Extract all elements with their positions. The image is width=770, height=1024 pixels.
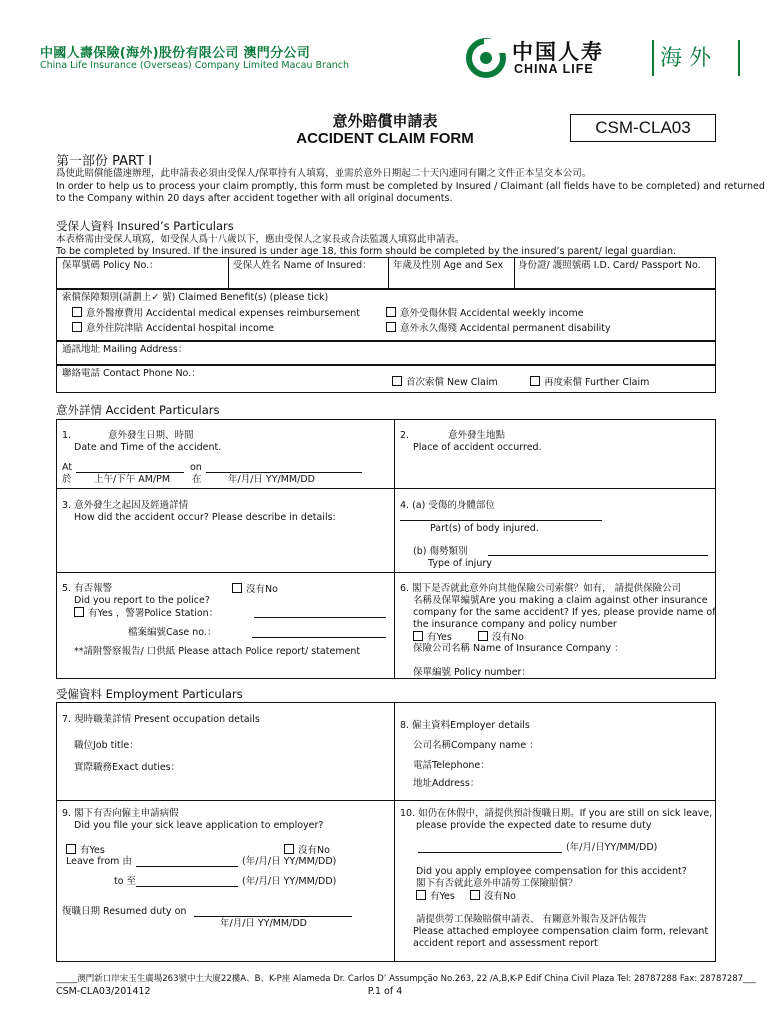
expected-resume-date-input[interactable] — [418, 852, 562, 853]
intro-cn: 爲使此賠償能儘速辦理，此申請表必須由受保人/保單持有人填寫，並需於意外日期起二十天內連同有關之文件正本呈交本公司。 — [56, 168, 592, 179]
q3-label-en[interactable]: How did the accident occur? Please describe in details: — [74, 512, 336, 523]
q4a-label-en: Part(s) of body injured. — [430, 523, 539, 534]
q2-label-en[interactable]: Place of accident occurred. — [413, 442, 542, 453]
other-claim-no-checkbox[interactable] — [478, 631, 488, 641]
case-number-input[interactable] — [252, 637, 386, 638]
resumed-duty-input[interactable] — [194, 916, 352, 917]
q1-label-en: Date and Time of the accident. — [74, 442, 222, 453]
logo-text-en: CHINA LIFE — [514, 62, 594, 76]
q6-line3: company for the same accident? If yes, please provide name of — [413, 607, 716, 618]
q1-label-cn: 意外發生日期、時間 — [108, 430, 194, 441]
page-number: P.1 of 4 — [367, 986, 403, 997]
q1-on: on — [190, 462, 202, 473]
q3-label-cn: 3. 意外發生之起因及經過詳情 — [62, 500, 189, 511]
q1-date-format: 年/月/日 YY/MM/DD — [228, 474, 315, 485]
q10-date-format: (年/月/日YY/MM/DD) — [566, 842, 658, 853]
new-claim-checkbox[interactable] — [392, 376, 402, 386]
age-sex-field[interactable]: 年歲及性別 Age and Sex — [393, 260, 504, 271]
q6-line4: the insurance company and policy number — [413, 619, 617, 630]
leave-from-format: (年/月/日 YY/MM/DD) — [242, 856, 337, 867]
logo-divider — [652, 40, 654, 76]
contact-phone-field[interactable]: 聯絡電話 Contact Phone No.： — [62, 368, 201, 379]
q10-attach-cn: 請提供勞工保險賠償申請表、 有關意外報告及評估報告 — [416, 914, 648, 925]
q1-ampm: 上午/下午 AM/PM — [94, 474, 171, 485]
resumed-duty-format: 年/月/日 YY/MM/DD — [220, 918, 307, 929]
benefit-medical-checkbox[interactable] — [72, 307, 82, 317]
q10-compensation-cn: 閣下有否就此意外申請勞工保險賠償？ — [416, 878, 578, 889]
form-title-en: ACCIDENT CLAIM FORM — [296, 130, 474, 147]
q9-label-en: Did you file your sick leave application to employer? — [74, 820, 324, 831]
id-passport-field[interactable]: 身份證/ 護照號碼 I.D. Card/ Passport No. — [518, 260, 701, 271]
footer-form-code: CSM-CLA03/201412 — [56, 986, 151, 997]
benefit-weekly-checkbox[interactable] — [386, 307, 396, 317]
police-no-checkbox[interactable] — [232, 583, 242, 593]
q4b-label-en: Type of injury — [428, 558, 492, 569]
benefit-weekly-income[interactable]: 意外受傷休假 Accidental weekly income — [386, 307, 584, 320]
sick-leave-no-checkbox[interactable] — [284, 844, 294, 854]
leave-to-format: (年/月/日 YY/MM/DD) — [242, 876, 337, 887]
q2-label-cn: 意外發生地點 — [448, 430, 506, 441]
company-name-en: China Life Insurance (Overseas) Company Limited Macau Branch — [40, 60, 350, 71]
benefit-permanent-disability[interactable]: 意外永久傷殘 Accidental permanent disability — [386, 322, 611, 335]
sick-leave-yes-checkbox[interactable] — [66, 844, 76, 854]
accident-time-input[interactable] — [76, 472, 184, 473]
q10-line2: please provide the expected date to resume duty — [416, 820, 652, 831]
police-no-option[interactable]: 沒有No — [232, 583, 278, 596]
benefit-hospital-income[interactable]: 意外住院津貼 Accidental hospital income — [72, 322, 274, 335]
mailing-address-field[interactable]: 通訊地址 Mailing Address： — [62, 344, 188, 355]
sick-leave-yes-option[interactable]: 有Yes — [66, 844, 105, 857]
other-claim-yes-checkbox[interactable] — [413, 631, 423, 641]
policy-no-field[interactable]: 保單號碼 Policy No.： — [62, 260, 159, 271]
police-station-input[interactable] — [254, 617, 386, 618]
leave-from-label: Leave from 由 — [66, 856, 132, 867]
employment-heading: 受僱資料 Employment Particulars — [56, 687, 243, 701]
employer-address-field[interactable]: 地址Address： — [413, 778, 480, 789]
insured-name-field[interactable]: 受保人姓名 Name of Insured： — [233, 260, 372, 271]
benefit-hospital-checkbox[interactable] — [72, 322, 82, 332]
q5-case-label: 檔案編號Case no.： — [128, 627, 217, 638]
benefits-heading: 索償保障類別(請劃上✓ 號) Claimed Benefit(s) (please tick) — [62, 292, 329, 303]
q2-number: 2. — [400, 430, 410, 441]
employer-telephone-field[interactable]: 電話Telephone： — [413, 760, 490, 771]
q10-compensation-en: Did you apply employee compensation for this accident? — [416, 866, 687, 877]
leave-from-input[interactable] — [136, 866, 238, 867]
q6-line1: 6. 閣下是否就此意外向其他保險公司索償？如有， 請提供保險公司 — [400, 583, 682, 594]
q1-yu: 於 — [62, 474, 72, 485]
other-claim-no-option[interactable]: 沒有No — [478, 631, 524, 644]
leave-to-input[interactable] — [136, 886, 238, 887]
sick-leave-no-option[interactable]: 沒有No — [284, 844, 330, 857]
q4a-label-cn: 4. (a) 受傷的身體部位 — [400, 500, 495, 511]
footer-address: _____澳門新口岸宋玉生廣場263號中土大廈22樓A、B、K-P座 Alameda Dr. Carlos D’ Assumpção No.263, 22 /A,B,K-P Edif China Civil Plaza Tel: 28787288 Fax: 28787287___ — [56, 974, 756, 984]
compensation-yes-option[interactable]: 有Yes — [416, 890, 455, 903]
logo-divider-right — [738, 40, 740, 76]
q5-label-en: Did you report to the police? — [74, 595, 210, 606]
body-part-input[interactable] — [400, 520, 602, 521]
compensation-no-checkbox[interactable] — [470, 890, 480, 900]
insured-heading: 受保人資料 Insured’s Particulars — [56, 219, 234, 233]
form-code-box: CSM-CLA03 — [570, 114, 716, 142]
further-claim-option[interactable]: 再度索償 Further Claim — [530, 376, 649, 389]
job-title-field[interactable]: 職位Job title： — [74, 740, 139, 751]
accident-heading: 意外詳情 Accident Particulars — [56, 403, 220, 417]
injury-type-input[interactable] — [488, 555, 708, 556]
q10-attach-en-line1: Please attached employee compensation claim form, relevant — [413, 926, 709, 937]
benefit-medical-expenses[interactable]: 意外醫療費用 Accidental medical expenses reimbursement — [72, 307, 360, 320]
accident-particulars-box — [56, 419, 716, 679]
resumed-duty-label: 復職日期 Resumed duty on — [62, 906, 187, 917]
china-life-logo-icon — [466, 36, 506, 80]
q10-line1: 10. 如仍在休假中，請提供預計復職日期。If you are still on sick leave, — [400, 808, 713, 819]
q7-label: 7. 現時職業詳情 Present occupation details — [62, 714, 260, 725]
q6-line2: 名稱及保單編號Are you making a claim against other insurance — [413, 595, 708, 606]
china-life-logo — [466, 36, 746, 80]
benefit-disability-checkbox[interactable] — [386, 322, 396, 332]
insured-note-cn: 本表格需由受保人填寫，如受保人爲十八歲以下，應由受保人之家長或合法監護人填寫此申請表。 — [56, 234, 465, 245]
company-name-cn: 中國人壽保險(海外)股份有限公司 澳門分公司 — [40, 46, 311, 61]
q1-at: At — [62, 462, 73, 473]
compensation-no-option[interactable]: 沒有No — [470, 890, 516, 903]
logo-text-overseas: 海 外 — [660, 46, 711, 71]
new-claim-option[interactable]: 首次索償 New Claim — [392, 376, 498, 389]
police-yes-checkbox[interactable] — [74, 607, 84, 617]
q1-zai: 在 — [192, 474, 202, 485]
q5-label-cn: 5. 有否報警 — [62, 583, 113, 594]
form-title-cn: 意外賠償申請表 — [332, 112, 438, 130]
part-heading: 第一部份 PART I — [56, 154, 153, 169]
leave-to-label: to 至 — [114, 876, 137, 887]
q5-attach-note: **請附警察報告/ 口供紙 Please attach Police report/ statement — [74, 646, 361, 657]
q8-label: 8. 僱主資料Employer details — [400, 720, 530, 731]
q1-number: 1. — [62, 430, 72, 441]
other-claim-yes-option[interactable]: 有Yes — [413, 631, 452, 644]
q10-attach-en-line2: accident report and assessment report — [413, 938, 598, 949]
exact-duties-field[interactable]: 實際職務Exact duties： — [74, 762, 181, 773]
q9-label-cn: 9. 閣下有否向僱主申請病假 — [62, 808, 179, 819]
insurance-company-field[interactable]: 保險公司名稱 Name of Insurance Company ： — [413, 643, 624, 654]
police-yes-option[interactable]: 有Yes ，警署Police Station： — [74, 607, 218, 620]
intro-en-line1: In order to help us to process your claim promptly, this form must be completed by Insured / Claimant (all fields have to be completed) and returned — [56, 181, 765, 192]
further-claim-checkbox[interactable] — [530, 376, 540, 386]
other-policy-number-field[interactable]: 保單編號 Policy number： — [413, 667, 531, 678]
q4b-label-cn: (b) 傷勢類別 — [413, 546, 468, 557]
accident-date-input[interactable] — [206, 472, 362, 473]
insured-note-en: To be completed by Insured. If the insured is under age 18, this form should be completed by the insured’s parent/ legal guardian. — [56, 246, 677, 257]
employer-company-field[interactable]: 公司名稱Company name ： — [413, 740, 539, 751]
intro-en-line2: to the Company within 20 days after accident together with all original documents. — [56, 193, 453, 204]
logo-text-cn: 中国人寿 — [512, 40, 604, 64]
compensation-yes-checkbox[interactable] — [416, 890, 426, 900]
